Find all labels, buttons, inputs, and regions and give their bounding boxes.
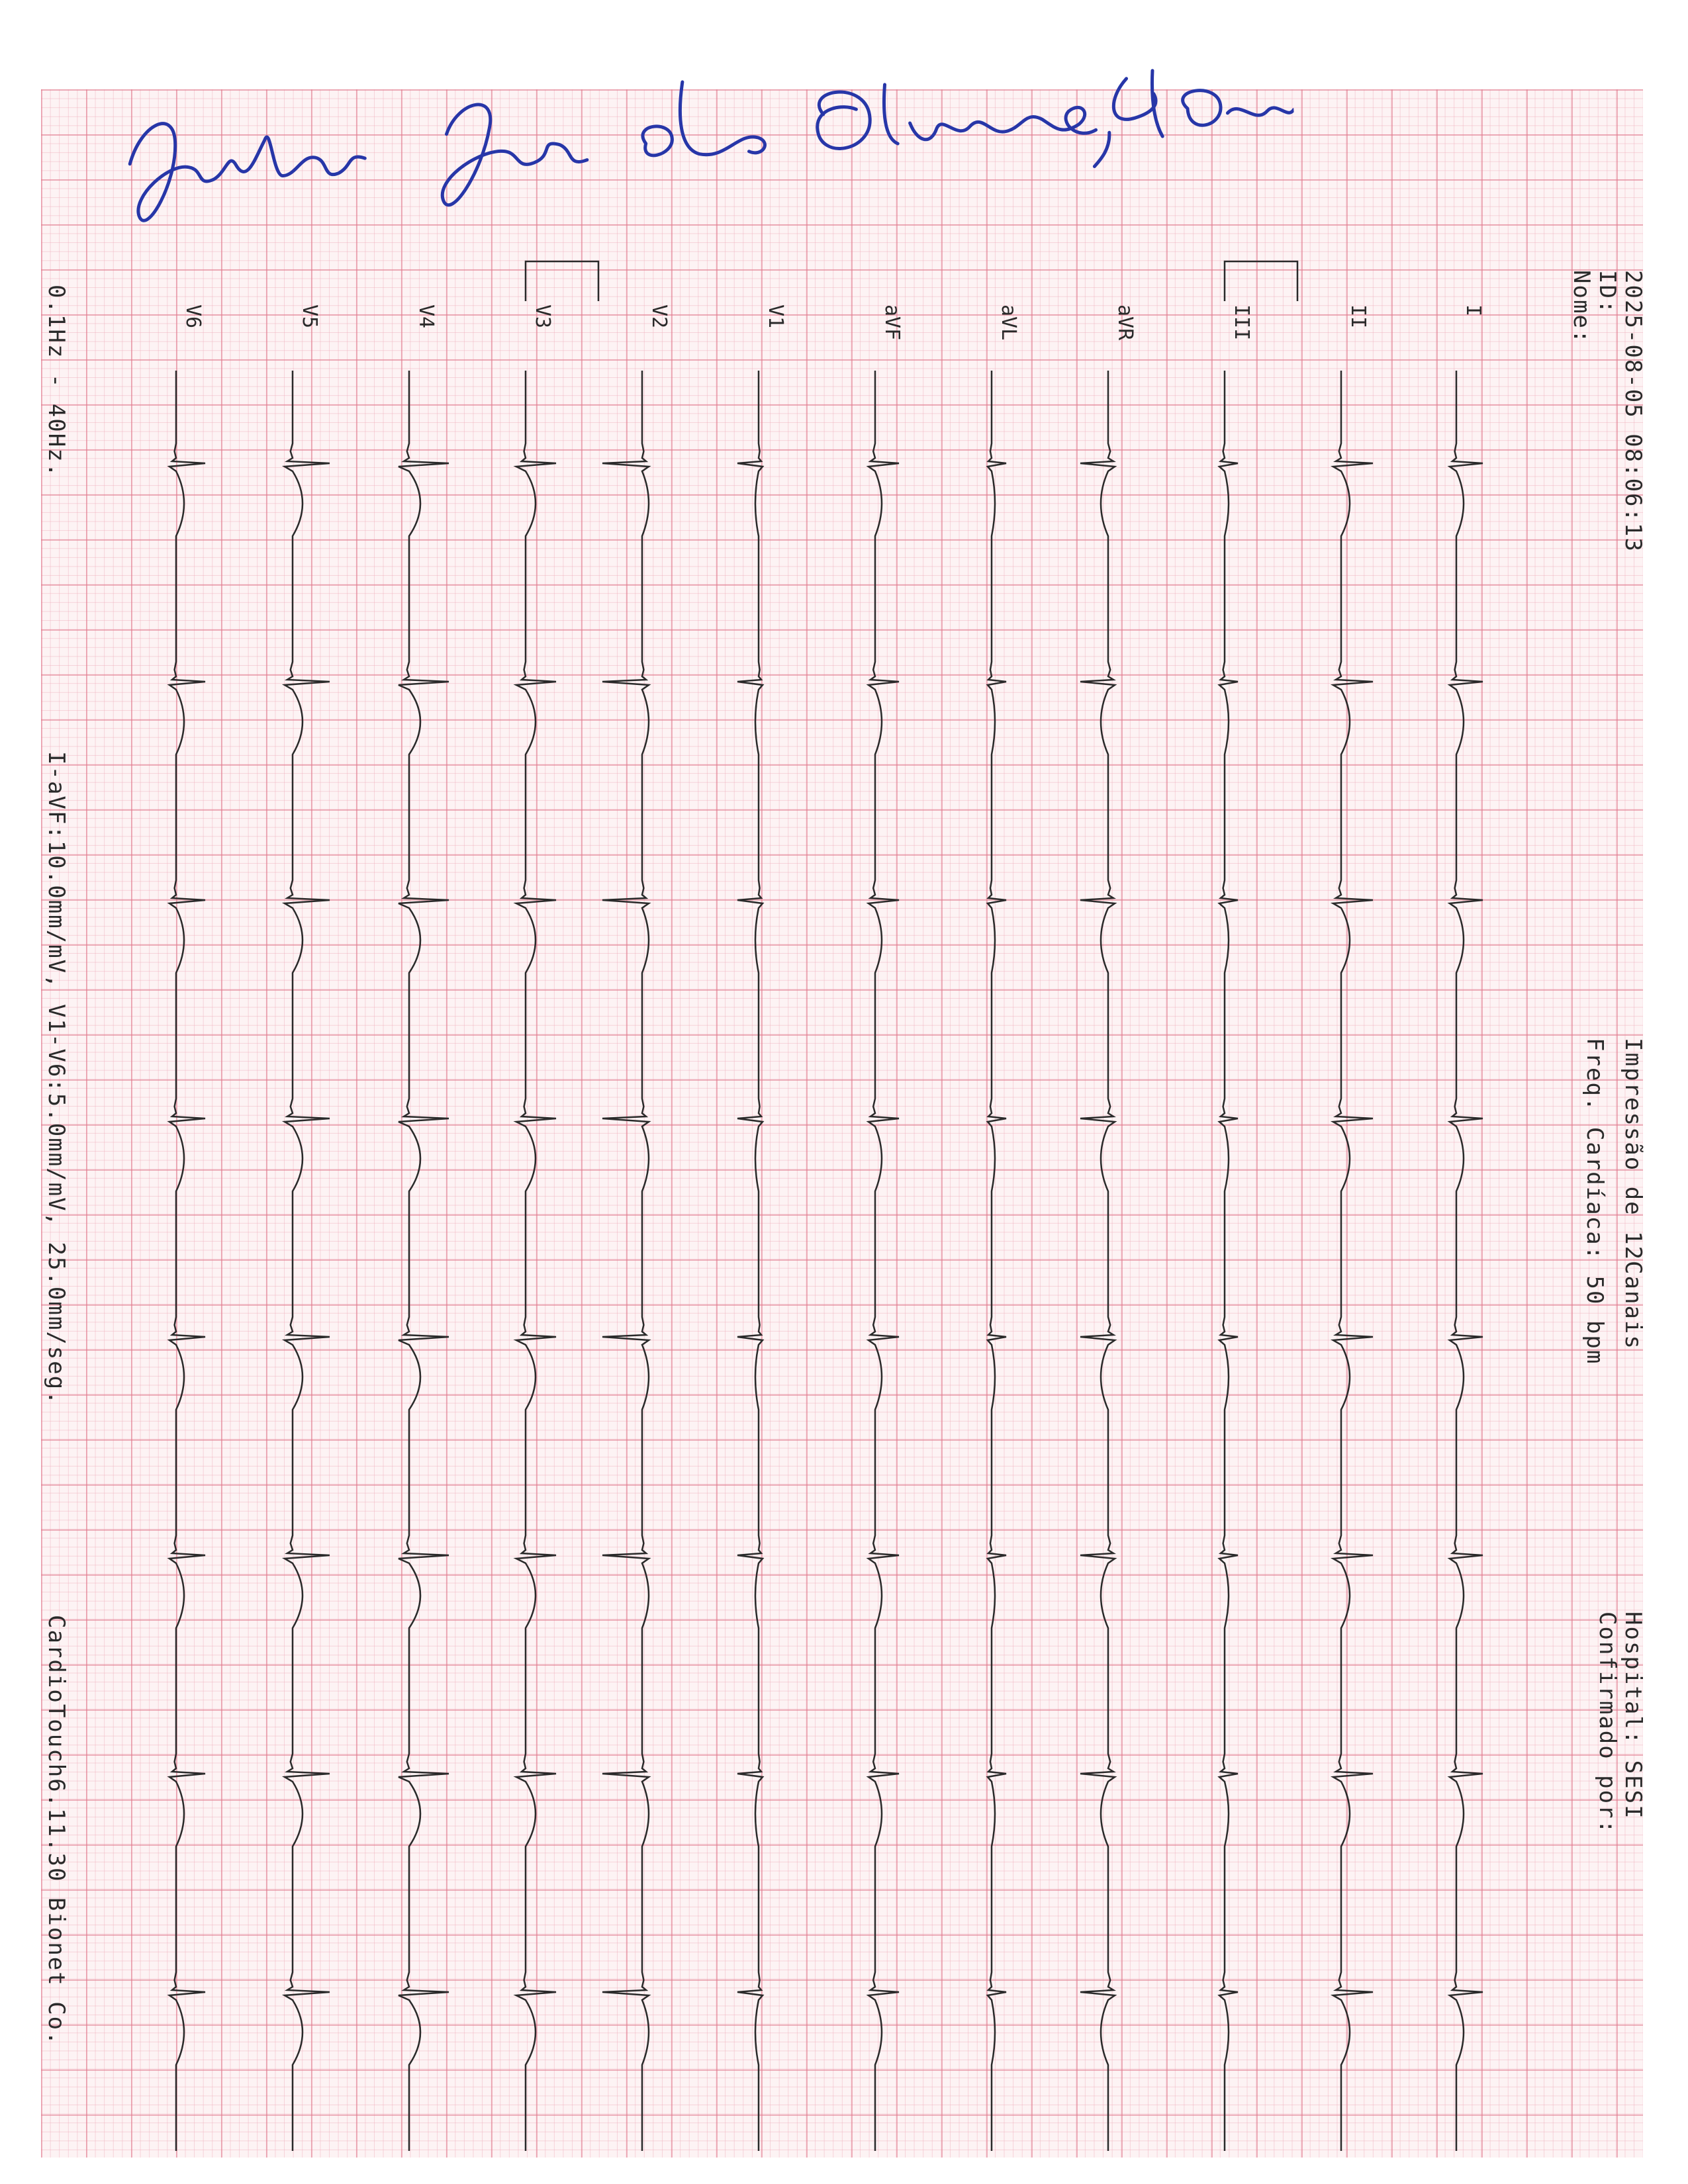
lead-label: I bbox=[1462, 304, 1485, 317]
lead-label: V6 bbox=[181, 304, 205, 329]
lead-label: II bbox=[1346, 304, 1370, 329]
ecg-trace-V1 bbox=[737, 371, 763, 2151]
lead-label: aVR bbox=[1113, 304, 1137, 341]
heart-rate bbox=[1583, 1038, 1606, 1365]
filter-setting: 0.1Hz - 40Hz. bbox=[43, 285, 70, 478]
ecg-trace-V6 bbox=[169, 371, 205, 2151]
ecg-trace-I bbox=[1450, 371, 1483, 2151]
lead-label: aVL bbox=[997, 304, 1020, 341]
ecg-trace-aVR bbox=[1080, 371, 1115, 2151]
lead-label: aVF bbox=[880, 304, 904, 341]
ecg-trace-aVL bbox=[988, 371, 1006, 2151]
lead-label: III bbox=[1230, 304, 1253, 341]
heart-rate-label: Freq. Cardíaca: bbox=[1581, 1038, 1608, 1261]
report-title: Impressão de 12Canais bbox=[1620, 1038, 1646, 1350]
record-datetime: 2025-08-05 08:06:13 bbox=[1620, 270, 1646, 553]
ecg-trace-V3 bbox=[516, 371, 556, 2151]
hospital-name: Hospital: SESI bbox=[1620, 1612, 1646, 1820]
calibration-pulse bbox=[526, 261, 598, 301]
lead-label: V5 bbox=[298, 304, 321, 329]
gain-speed-setting: I-aVF:10.0mm/mV, V1-V6:5.0mm/mV, 25.0mm/seg. bbox=[43, 751, 70, 1406]
ecg-trace-V4 bbox=[399, 371, 449, 2151]
ecg-trace-II bbox=[1333, 371, 1373, 2151]
name-label: Nome: bbox=[1568, 270, 1595, 345]
lead-label: V1 bbox=[764, 304, 787, 329]
ecg-trace-III bbox=[1219, 371, 1238, 2151]
ecg-trace-V5 bbox=[285, 371, 330, 2151]
device-info: CardioTouch6.11.30 Bionet Co. bbox=[43, 1615, 70, 2046]
ecg-trace-V2 bbox=[602, 371, 649, 2151]
heart-rate-value: 50 bpm bbox=[1581, 1275, 1608, 1365]
lead-label: V3 bbox=[531, 304, 554, 329]
calibration-pulse bbox=[1225, 261, 1297, 301]
confirmed-by-label: Confirmado por: bbox=[1594, 1612, 1620, 1835]
ecg-trace-aVF bbox=[868, 371, 899, 2151]
lead-label: V2 bbox=[647, 304, 671, 329]
lead-label: V4 bbox=[414, 304, 438, 329]
id-label: ID: bbox=[1594, 270, 1620, 315]
